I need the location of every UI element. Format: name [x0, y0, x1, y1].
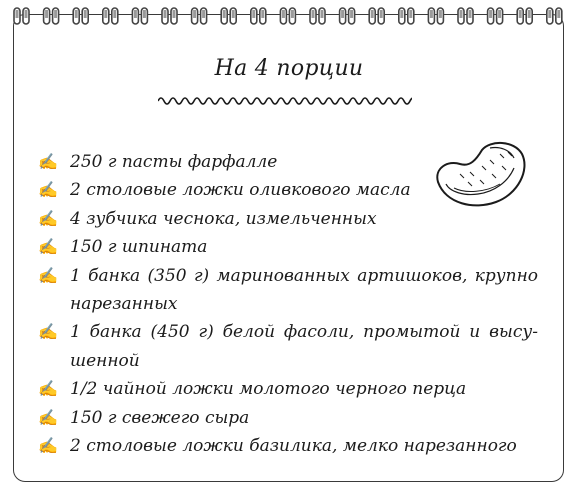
binder-ring-icon: [340, 8, 355, 24]
writing-hand-icon: ✍: [38, 237, 58, 257]
binder-ring-icon: [280, 8, 295, 24]
wavy-divider-icon: [158, 92, 412, 110]
binder-ring-icon: [399, 8, 414, 24]
ingredient-item: [38, 404, 538, 432]
binder-ring-icon: [369, 8, 384, 24]
ingredient-text: 250 г пасты фарфалле: [70, 152, 278, 172]
ingredient-text: 1/2 чайной ложки молотого черного перца: [70, 379, 467, 400]
ingredient-text: 2 столовые ложки базилика, мелко нарезанного: [70, 436, 517, 457]
ingredient-text: 4 зубчика чеснока, измельченных: [70, 208, 377, 229]
writing-hand-icon: ✍: [38, 436, 58, 456]
ingredient-item: [38, 318, 538, 375]
binder-ring-icon: [517, 8, 532, 24]
ingredient-text: 150 г шпината: [70, 237, 208, 258]
binder-ring-icon: [458, 8, 473, 24]
binder-ring-icon: [488, 8, 503, 24]
ingredient-item: [38, 375, 538, 403]
binder-ring-icon: [132, 8, 147, 24]
binder-ring-icon: [103, 8, 118, 24]
ingredient-item: [38, 262, 538, 319]
ingredient-item: [38, 148, 538, 176]
ingredient-item: [38, 205, 538, 233]
ingredient-list: [38, 148, 538, 460]
writing-hand-icon: ✍: [38, 208, 58, 228]
ingredient-item: [38, 432, 538, 460]
writing-hand-icon: ✍: [38, 407, 58, 427]
binder-ring-icon: [192, 8, 207, 24]
ingredient-text: 150 г свежего сыра: [70, 407, 250, 428]
writing-hand-icon: ✍: [38, 180, 58, 200]
ingredient-text: 2 столовые ложки оливкового масла: [70, 180, 411, 201]
ingredient-item: [38, 176, 538, 204]
writing-hand-icon: ✍: [38, 379, 58, 399]
binder-ring-icon: [44, 8, 59, 24]
binder-ring-icon: [547, 8, 562, 24]
writing-hand-icon: ✍: [38, 152, 58, 171]
binder-ring-icon: [428, 8, 443, 24]
ingredient-item: [38, 233, 538, 261]
binder-ring-icon: [162, 8, 177, 24]
ingredient-text: 1 банка (350 г) маринованных артишоков, крупно нарезанных: [70, 265, 538, 315]
servings-title: На 4 порции: [214, 56, 364, 81]
binder-rings: [6, 2, 572, 30]
binder-ring-icon: [221, 8, 236, 24]
binder-ring-icon: [14, 8, 29, 24]
binder-ring-icon: [310, 8, 325, 24]
binder-ring-icon: [73, 8, 88, 24]
writing-hand-icon: ✍: [38, 322, 58, 342]
binder-ring-icon: [251, 8, 266, 24]
writing-hand-icon: ✍: [38, 265, 58, 285]
ingredient-text: 1 банка (450 г) белой фасоли, промытой и высу-шенной: [70, 322, 538, 371]
